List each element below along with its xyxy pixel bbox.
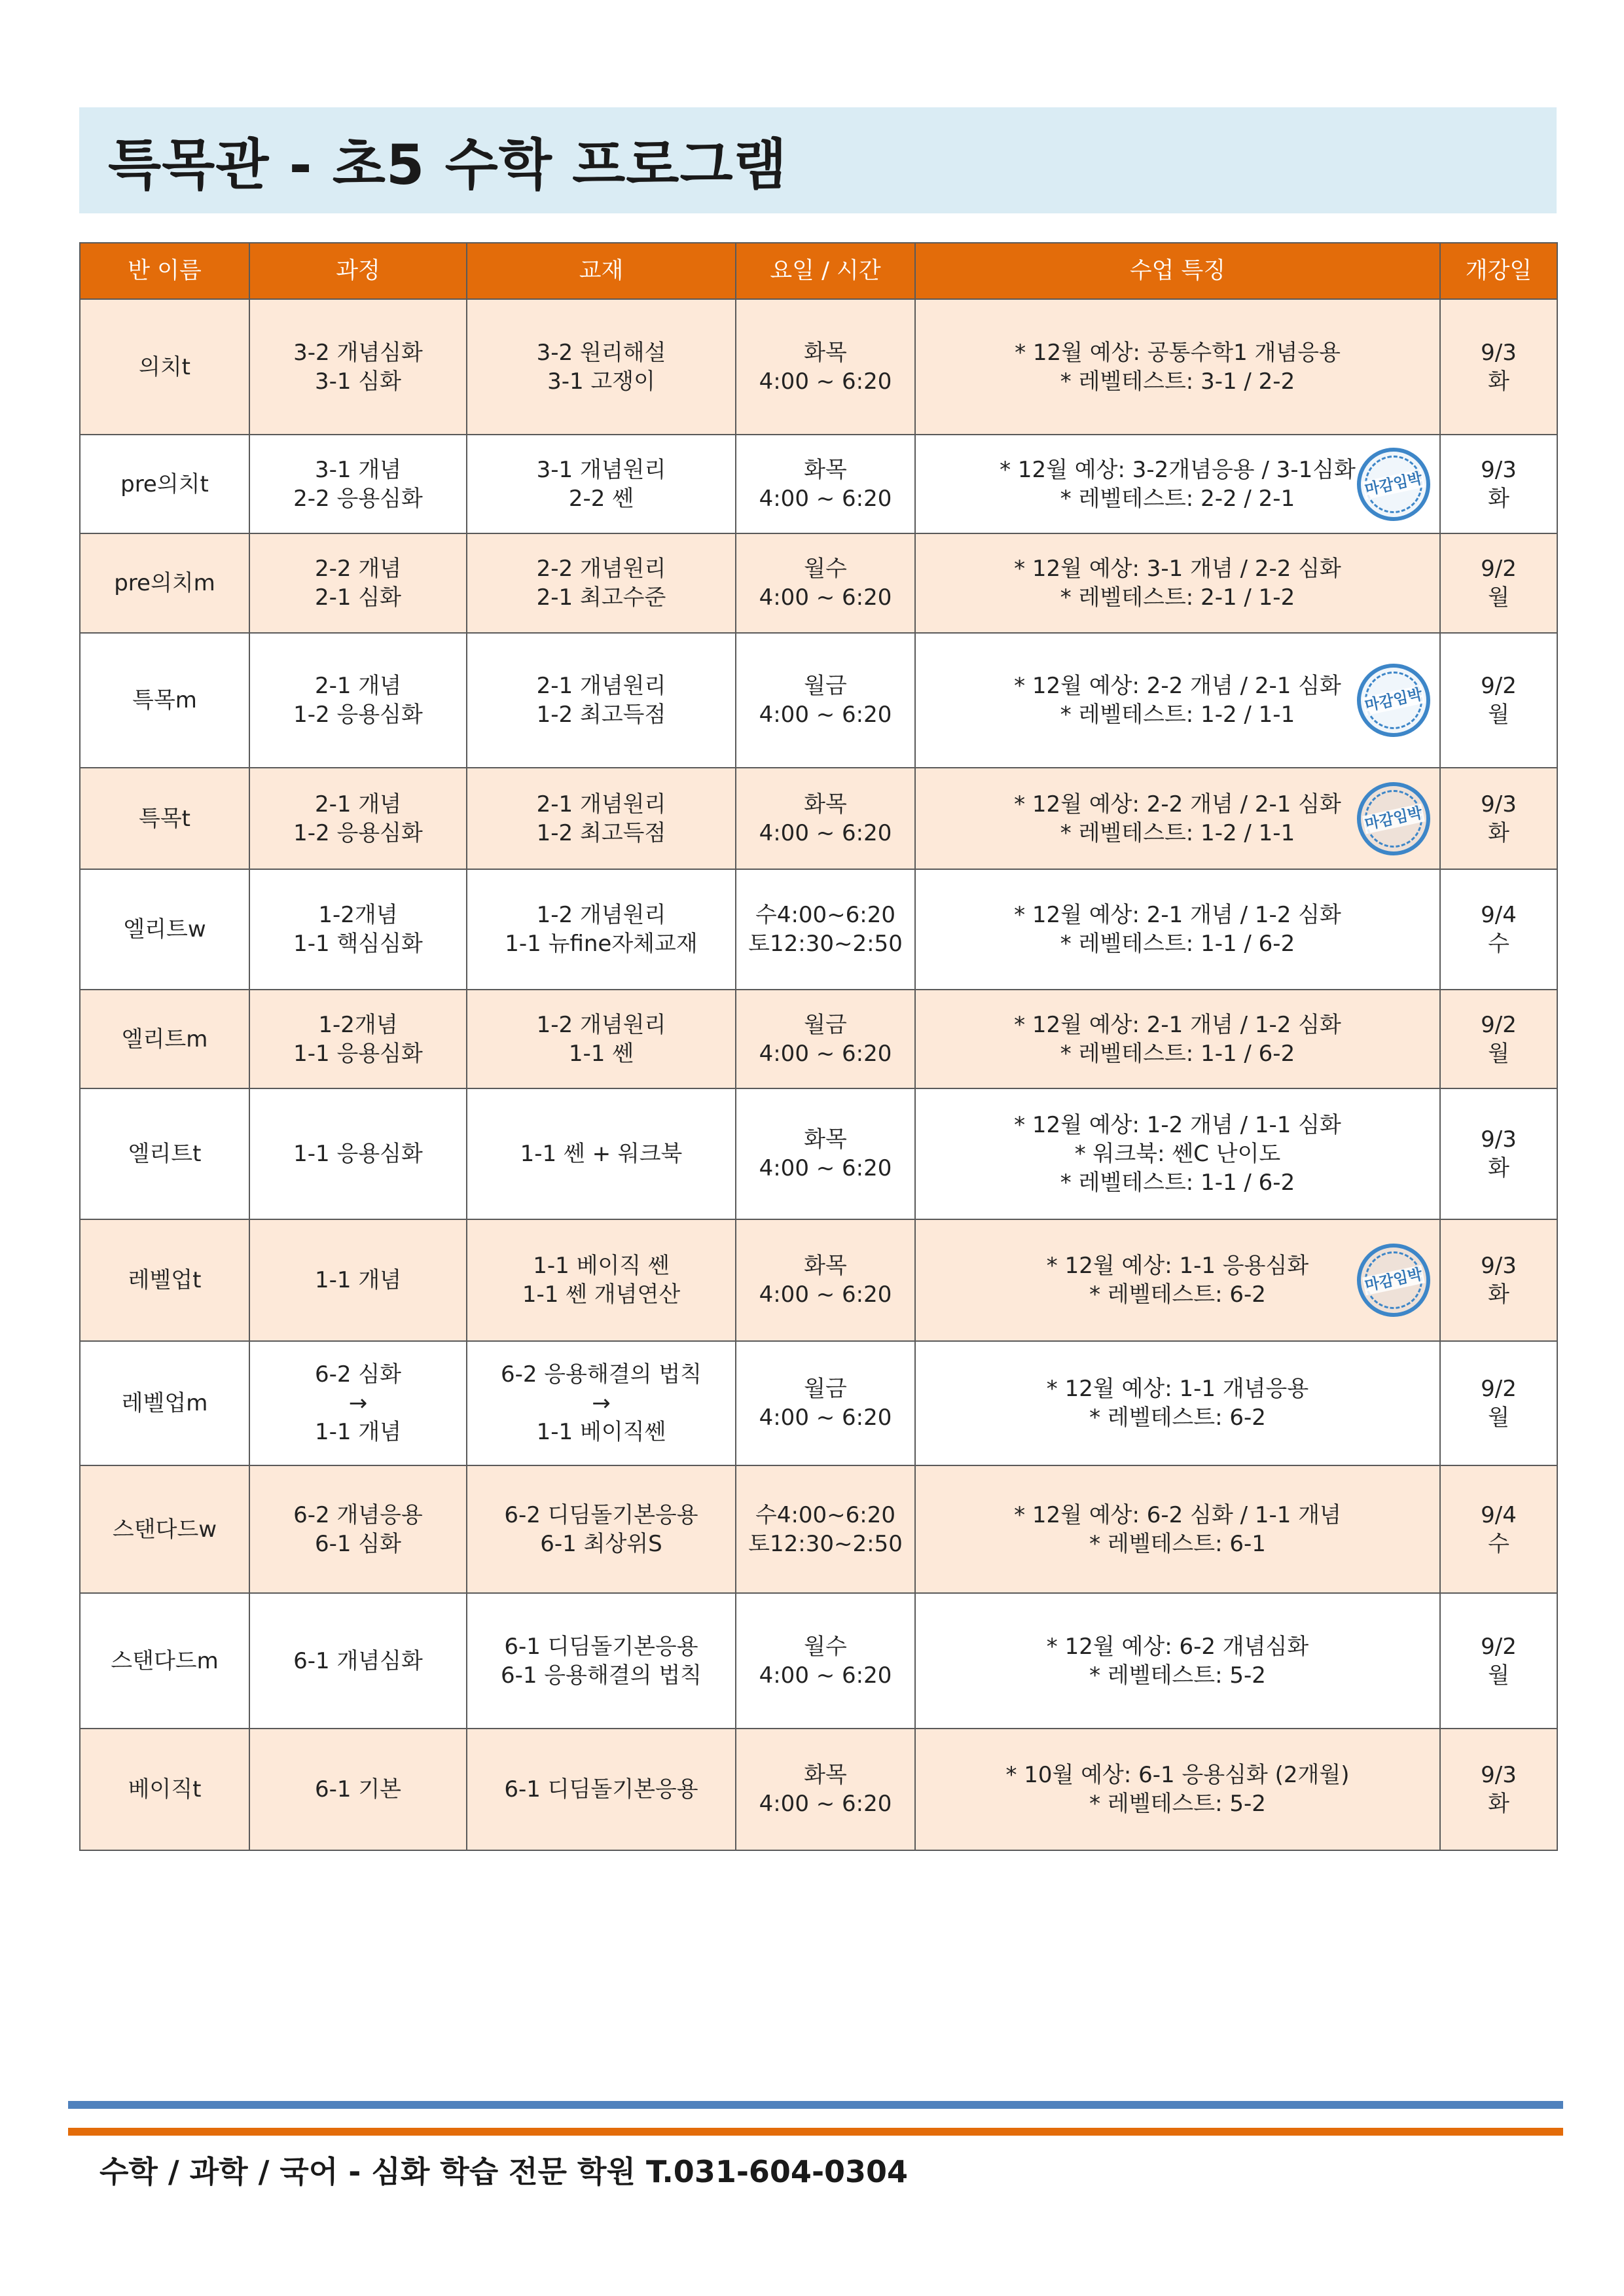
header-textbook: 교재 (467, 243, 736, 299)
textbook-cell-line: 2-1 최고수준 (536, 584, 666, 611)
course-cell-line: 1-1 개념 (314, 1419, 402, 1445)
table-row (80, 869, 1557, 990)
class-name-cell (80, 1341, 249, 1465)
table-row (80, 768, 1557, 869)
textbook-cell-line: 1-1 베이직 쎈 (533, 1253, 670, 1279)
course-cell-line: → (348, 1390, 368, 1416)
course-cell (249, 869, 467, 990)
course-cell (249, 633, 467, 768)
schedule-cell (736, 1341, 915, 1465)
features-cell-line: * 레벨테스트: 1-1 / 6-2 (1060, 931, 1295, 957)
schedule-cell (736, 1593, 915, 1729)
schedule-cell (736, 1729, 915, 1850)
schedule-cell (736, 1088, 915, 1219)
class-name: 의치t (138, 353, 191, 380)
class-name-cell (80, 299, 249, 435)
schedule-cell-line: 월금 (804, 1376, 847, 1402)
course-cell (249, 1593, 467, 1729)
table-row (80, 990, 1557, 1088)
schedule-cell (736, 869, 915, 990)
schedule-cell-line: 월수 (804, 556, 847, 582)
schedule-cell-line: 화목 (804, 791, 847, 817)
schedule-cell-line: 4:00 ~ 6:20 (759, 1155, 892, 1181)
start-date-cell (1440, 299, 1557, 435)
start-date-cell (1440, 869, 1557, 990)
textbook-cell-line: 6-1 디딤돌기본응용 (504, 1633, 698, 1660)
textbook-cell (467, 435, 736, 533)
features-cell-line: * 10월 예상: 6-1 응용심화 (2개월) (1005, 1762, 1350, 1788)
start-date-cell-line: 9/2 (1481, 1633, 1517, 1660)
textbook-cell-line: 1-1 쎈 (568, 1040, 634, 1067)
class-name: 스탠다드m (111, 1647, 219, 1674)
textbook-cell-line: 2-2 쎈 (568, 485, 634, 512)
features-cell-line: * 레벨테스트: 3-1 / 2-2 (1060, 368, 1295, 395)
textbook-cell (467, 1593, 736, 1729)
table-header-row (80, 243, 1557, 299)
features-cell-line: * 12월 예상: 1-1 개념응용 (1046, 1376, 1309, 1402)
schedule-cell-line: 화목 (804, 1762, 847, 1788)
course-cell-line: 1-1 핵심심화 (293, 931, 423, 957)
class-name-cell (80, 1219, 249, 1341)
schedule-cell-line: 4:00 ~ 6:20 (759, 1662, 892, 1689)
features-cell-line: * 레벨테스트: 1-2 / 1-1 (1060, 819, 1295, 846)
schedule-cell-line: 4:00 ~ 6:20 (759, 1405, 892, 1431)
class-name-cell (80, 1088, 249, 1219)
class-name: 레벨업t (128, 1267, 202, 1293)
schedule-cell-line: 4:00 ~ 6:20 (759, 819, 892, 846)
schedule-cell-line: 4:00 ~ 6:20 (759, 485, 892, 512)
textbook-cell-line: 3-1 고쟁이 (547, 368, 655, 395)
features-cell (915, 1593, 1440, 1729)
features-cell-line: * 레벨테스트: 6-1 (1089, 1530, 1266, 1557)
features-cell-line: * 레벨테스트: 2-1 / 1-2 (1060, 584, 1295, 611)
course-cell (249, 435, 467, 533)
course-cell (249, 1341, 467, 1465)
start-date-cell (1440, 768, 1557, 869)
table-row (80, 1465, 1557, 1593)
textbook-cell-line: 1-1 쎈 개념연산 (522, 1282, 681, 1308)
stamp-label: 마감임박 (1362, 803, 1426, 834)
features-cell (915, 633, 1440, 768)
course-cell-line: 3-1 개념 (314, 456, 402, 483)
features-cell (915, 1088, 1440, 1219)
closing-soon-stamp (1350, 657, 1437, 744)
start-date-cell-line: 9/3 (1481, 456, 1517, 483)
textbook-cell (467, 533, 736, 633)
start-date-cell-line: 9/3 (1481, 791, 1517, 817)
schedule-cell-line: 수4:00~6:20 (755, 902, 896, 928)
features-cell-line: * 레벨테스트: 1-2 / 1-1 (1060, 702, 1295, 728)
textbook-cell-line: 6-2 응용해결의 법칙 (500, 1361, 702, 1388)
textbook-cell-line: 6-1 최상위S (540, 1530, 662, 1557)
schedule-cell-line: 4:00 ~ 6:20 (759, 1040, 892, 1067)
start-date-cell-line: 화 (1488, 819, 1509, 846)
class-name-cell (80, 768, 249, 869)
textbook-cell (467, 1341, 736, 1465)
course-cell-line: 1-1 응용심화 (293, 1141, 423, 1167)
course-cell (249, 1729, 467, 1850)
schedule-cell-line: 수4:00~6:20 (755, 1501, 896, 1528)
class-name-cell (80, 435, 249, 533)
schedule-cell-line: 화목 (804, 456, 847, 483)
start-date-cell-line: 화 (1488, 485, 1509, 512)
features-cell-line: * 12월 예상: 공통수학1 개념응용 (1015, 339, 1341, 366)
start-date-cell-line: 월 (1488, 1040, 1509, 1067)
textbook-cell-line: 2-1 개념원리 (536, 673, 666, 699)
course-cell-line: 1-2개념 (318, 902, 398, 928)
features-cell-line: * 12월 예상: 3-1 개념 / 2-2 심화 (1014, 556, 1341, 582)
textbook-cell-line: 6-1 디딤돌기본응용 (504, 1776, 698, 1803)
textbook-cell (467, 1088, 736, 1219)
start-date-cell (1440, 1341, 1557, 1465)
table-row (80, 1088, 1557, 1219)
header-features: 수업 특징 (915, 243, 1440, 299)
schedule-cell (736, 633, 915, 768)
features-cell (915, 1341, 1440, 1465)
features-cell (915, 768, 1440, 869)
schedule-cell (736, 768, 915, 869)
start-date-cell (1440, 1729, 1557, 1850)
schedule-cell (736, 1219, 915, 1341)
start-date-cell (1440, 1088, 1557, 1219)
start-date-cell-line: 9/4 (1481, 902, 1517, 928)
class-name-cell (80, 990, 249, 1088)
schedule-cell-line: 월금 (804, 1011, 847, 1038)
features-cell-line: * 12월 예상: 6-2 심화 / 1-1 개념 (1014, 1501, 1341, 1528)
start-date-cell-line: 화 (1488, 1282, 1509, 1308)
textbook-cell (467, 990, 736, 1088)
table-row (80, 533, 1557, 633)
schedule-cell (736, 533, 915, 633)
schedule-cell-line: 4:00 ~ 6:20 (759, 1791, 892, 1817)
features-cell-line: * 레벨테스트: 5-2 (1089, 1662, 1266, 1689)
features-cell (915, 869, 1440, 990)
class-name-cell (80, 1465, 249, 1593)
course-cell-line: 3-1 심화 (314, 368, 402, 395)
class-name: pre의치m (114, 570, 215, 596)
course-cell-line: 6-1 심화 (314, 1530, 402, 1557)
features-cell (915, 1465, 1440, 1593)
class-name: 스탠다드w (112, 1516, 217, 1543)
class-name: 특목t (138, 805, 191, 832)
start-date-cell (1440, 990, 1557, 1088)
course-cell (249, 299, 467, 435)
textbook-cell-line: 1-2 개념원리 (536, 902, 666, 928)
start-date-cell (1440, 435, 1557, 533)
features-cell (915, 1219, 1440, 1341)
features-cell-line: * 12월 예상: 2-1 개념 / 1-2 심화 (1014, 1011, 1341, 1038)
schedule-cell-line: 화목 (804, 1253, 847, 1279)
course-cell-line: 2-1 개념 (314, 791, 402, 817)
course-cell (249, 533, 467, 633)
start-date-cell-line: 9/2 (1481, 1011, 1517, 1038)
schedule-cell-line: 화목 (804, 339, 847, 366)
start-date-cell (1440, 1593, 1557, 1729)
textbook-cell (467, 1465, 736, 1593)
textbook-cell (467, 1219, 736, 1341)
class-name: pre의치t (120, 471, 209, 497)
start-date-cell-line: 화 (1488, 1791, 1509, 1817)
start-date-cell-line: 9/3 (1481, 339, 1517, 366)
start-date-cell-line: 수 (1488, 931, 1509, 957)
features-cell-line: * 레벨테스트: 6-2 (1089, 1405, 1266, 1431)
course-cell-line: 2-2 응용심화 (293, 485, 423, 512)
textbook-cell-line: → (592, 1390, 611, 1416)
schedule-cell-line: 월금 (804, 673, 847, 699)
start-date-cell-line: 9/4 (1481, 1501, 1517, 1528)
features-cell-line: * 12월 예상: 2-2 개념 / 2-1 심화 (1014, 791, 1341, 817)
start-date-cell-line: 월 (1488, 702, 1509, 728)
stamp-label: 마감임박 (1362, 685, 1426, 716)
start-date-cell (1440, 1219, 1557, 1341)
start-date-cell-line: 9/2 (1481, 556, 1517, 582)
class-name: 베이직t (128, 1776, 202, 1803)
start-date-cell-line: 9/3 (1481, 1126, 1517, 1153)
stamp-label: 마감임박 (1362, 469, 1426, 499)
course-cell (249, 1088, 467, 1219)
footer-contact: 수학 / 과학 / 국어 - 심화 학습 전문 학원 T.031-604-0304 (99, 2154, 909, 2189)
start-date-cell-line: 화 (1488, 368, 1509, 395)
course-cell-line: 1-2 응용심화 (293, 702, 423, 728)
course-cell-line: 6-1 개념심화 (293, 1647, 423, 1674)
table-row (80, 1593, 1557, 1729)
course-cell-line: 3-2 개념심화 (293, 339, 423, 366)
schedule-cell (736, 299, 915, 435)
features-cell (915, 990, 1440, 1088)
class-name: 레벨업m (121, 1390, 208, 1416)
textbook-cell-line: 2-1 개념원리 (536, 791, 666, 817)
stamp-label: 마감임박 (1362, 1265, 1426, 1296)
features-cell-line: * 12월 예상: 2-1 개념 / 1-2 심화 (1014, 902, 1341, 928)
course-cell (249, 1465, 467, 1593)
features-cell-line: * 레벨테스트: 2-2 / 2-1 (1060, 485, 1295, 512)
textbook-cell-line: 2-2 개념원리 (536, 556, 666, 582)
course-cell (249, 768, 467, 869)
schedule-cell-line: 월수 (804, 1633, 847, 1660)
textbook-cell-line: 3-2 원리해설 (536, 339, 666, 366)
course-cell-line: 1-2개념 (318, 1011, 398, 1038)
schedule-cell-line: 토12:30~2:50 (748, 1530, 903, 1557)
table-row (80, 633, 1557, 768)
start-date-cell-line: 월 (1488, 1662, 1509, 1689)
class-name-cell (80, 533, 249, 633)
features-cell-line: * 12월 예상: 6-2 개념심화 (1046, 1633, 1309, 1660)
table-row (80, 299, 1557, 435)
header-class-name: 반 이름 (80, 243, 249, 299)
features-cell-line: * 12월 예상: 1-2 개념 / 1-1 심화 (1014, 1112, 1341, 1138)
features-cell-line: * 12월 예상: 2-2 개념 / 2-1 심화 (1014, 673, 1341, 699)
course-cell-line: 1-1 개념 (314, 1267, 402, 1293)
textbook-cell-line: 1-1 베이직쎈 (536, 1419, 666, 1445)
schedule-cell (736, 990, 915, 1088)
textbook-cell (467, 299, 736, 435)
table-body (80, 299, 1557, 1850)
header-schedule: 요일 / 시간 (736, 243, 915, 299)
closing-soon-stamp (1350, 440, 1437, 528)
class-name: 엘리트w (123, 916, 206, 942)
schedule-table (79, 242, 1558, 1851)
features-cell-line: * 레벨테스트: 5-2 (1089, 1791, 1266, 1817)
schedule-cell-line: 4:00 ~ 6:20 (759, 584, 892, 611)
class-name-cell (80, 869, 249, 990)
textbook-cell-line: 1-1 쎈 + 워크북 (520, 1141, 683, 1167)
table-row (80, 1729, 1557, 1850)
schedule-cell (736, 435, 915, 533)
footer-rule-blue (68, 2101, 1563, 2109)
start-date-cell-line: 월 (1488, 584, 1509, 611)
start-date-cell-line: 9/3 (1481, 1253, 1517, 1279)
features-cell-line: * 워크북: 쎈C 난이도 (1074, 1141, 1281, 1167)
closing-soon-stamp (1350, 775, 1437, 862)
start-date-cell-line: 월 (1488, 1405, 1509, 1431)
start-date-cell-line: 9/2 (1481, 673, 1517, 699)
start-date-cell-line: 수 (1488, 1530, 1509, 1557)
course-cell-line: 1-1 응용심화 (293, 1040, 423, 1067)
features-cell (915, 1729, 1440, 1850)
header-start-date: 개강일 (1440, 243, 1557, 299)
textbook-cell (467, 768, 736, 869)
schedule-cell-line: 토12:30~2:50 (748, 931, 903, 957)
features-cell (915, 435, 1440, 533)
start-date-cell (1440, 1465, 1557, 1593)
features-cell (915, 299, 1440, 435)
textbook-cell-line: 1-2 개념원리 (536, 1011, 666, 1038)
start-date-cell-line: 9/3 (1481, 1762, 1517, 1788)
schedule-cell (736, 1465, 915, 1593)
course-cell-line: 6-2 심화 (314, 1361, 402, 1388)
course-cell-line: 2-2 개념 (314, 556, 402, 582)
textbook-cell-line: 1-1 뉴fine자체교재 (505, 931, 698, 957)
schedule-cell-line: 4:00 ~ 6:20 (759, 702, 892, 728)
course-cell-line: 1-2 응용심화 (293, 819, 423, 846)
features-cell-line: * 12월 예상: 1-1 응용심화 (1046, 1253, 1309, 1279)
start-date-cell (1440, 633, 1557, 768)
textbook-cell-line: 1-2 최고득점 (536, 702, 666, 728)
footer-rule-orange (68, 2128, 1563, 2136)
class-name-cell (80, 633, 249, 768)
textbook-cell-line: 1-2 최고득점 (536, 819, 666, 846)
course-cell (249, 990, 467, 1088)
table-row (80, 1341, 1557, 1465)
class-name-cell (80, 1593, 249, 1729)
class-name: 엘리트t (128, 1141, 202, 1167)
table-row (80, 435, 1557, 533)
title-banner (79, 107, 1557, 213)
textbook-cell (467, 1729, 736, 1850)
start-date-cell-line: 화 (1488, 1155, 1509, 1181)
header-course: 과정 (249, 243, 467, 299)
start-date-cell (1440, 533, 1557, 633)
textbook-cell-line: 6-2 디딤돌기본응용 (504, 1501, 698, 1528)
features-cell-line: * 레벨테스트: 6-2 (1089, 1282, 1266, 1308)
schedule-cell-line: 4:00 ~ 6:20 (759, 1282, 892, 1308)
course-cell (249, 1219, 467, 1341)
features-cell-line: * 12월 예상: 3-2개념응용 / 3-1심화 (1000, 456, 1356, 483)
start-date-cell-line: 9/2 (1481, 1376, 1517, 1402)
schedule-cell-line: 화목 (804, 1126, 847, 1153)
table-row (80, 1219, 1557, 1341)
class-name-cell (80, 1729, 249, 1850)
class-name: 엘리트m (121, 1026, 208, 1052)
features-cell (915, 533, 1440, 633)
course-cell-line: 6-1 기본 (314, 1776, 402, 1803)
closing-soon-stamp (1350, 1237, 1437, 1324)
class-name: 특목m (132, 687, 197, 713)
features-cell-line: * 레벨테스트: 1-1 / 6-2 (1060, 1170, 1295, 1196)
features-cell-line: * 레벨테스트: 1-1 / 6-2 (1060, 1040, 1295, 1067)
textbook-cell-line: 6-1 응용해결의 법칙 (500, 1662, 702, 1689)
schedule-cell-line: 4:00 ~ 6:20 (759, 368, 892, 395)
page-title: 특목관 - 초5 수학 프로그램 (108, 132, 787, 197)
textbook-cell (467, 633, 736, 768)
textbook-cell (467, 869, 736, 990)
textbook-cell-line: 3-1 개념원리 (536, 456, 666, 483)
course-cell-line: 2-1 심화 (314, 584, 402, 611)
course-cell-line: 2-1 개념 (314, 673, 402, 699)
course-cell-line: 6-2 개념응용 (293, 1501, 423, 1528)
